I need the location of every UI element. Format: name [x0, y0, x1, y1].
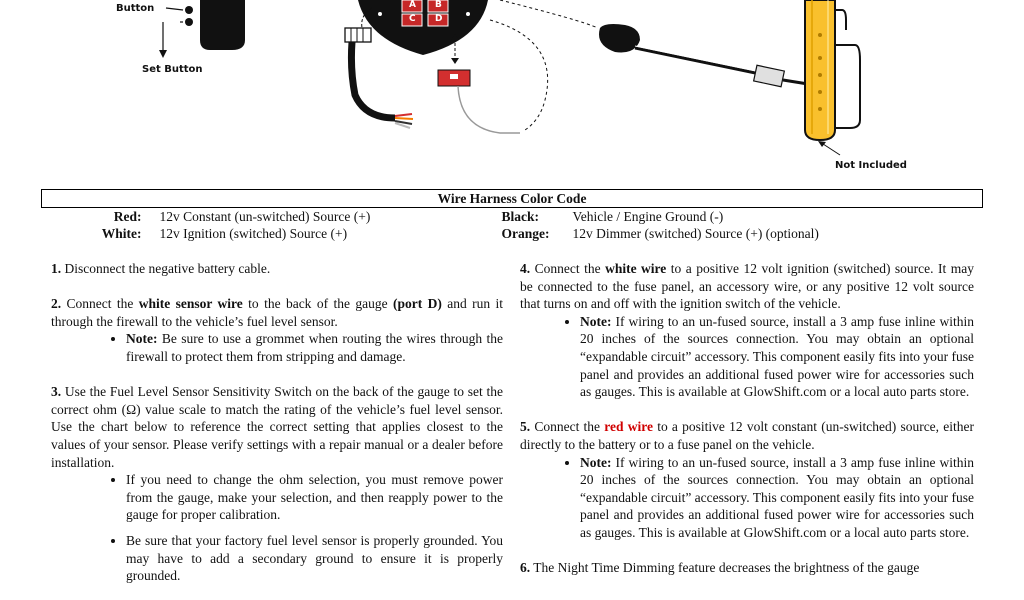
not-included-label: Not Included: [835, 160, 907, 171]
step-5: 5. Connect the red wire to a positive 12 volt constant (un-switched) source, either directly to the battery or to a fuse panel on the vehicle.: [520, 419, 974, 452]
step-2-notes: [51, 330, 503, 365]
note-item: • Note: If wiring to an un-fused source, install a 3 amp fuse inline within 20 inches of the sources connection. You may obtain an optional “expandable circuit” accessory. This component easily fits into your fuse panel and provides an additional fused power wire for accessories such as gauges. This is available at GlowShift.com or a local auto parts store.: [580, 454, 974, 542]
harness-key: Red:: [113, 209, 142, 224]
harness-key: White:: [101, 226, 142, 241]
port-d-label: D: [435, 14, 443, 24]
wire-harness-table: [41, 189, 983, 242]
step-5-notes: [520, 454, 974, 542]
harness-value: Vehicle / Engine Ground (-): [572, 209, 724, 224]
port-b-label: B: [435, 0, 442, 10]
harness-value: 12v Ignition (switched) Source (+): [159, 226, 348, 241]
bullet-item: • Be sure that your factory fuel level sensor is properly grounded. You may have to add a secondary ground to ensure it is properly grounded.: [126, 532, 503, 585]
step-3-bullets: [51, 471, 503, 585]
harness-row: [42, 225, 983, 242]
step-4-notes: [520, 313, 974, 401]
step-6: 6. The Night Time Dimming feature decreases the brightness of the gauge: [520, 560, 920, 576]
port-c-label: C: [409, 14, 416, 24]
step-2: 2. Connect the white sensor wire to the back of the gauge (port D) and run it through the firewall to the vehicle’s fuel level sensor.: [51, 296, 503, 329]
bullet-item: • If you need to change the ohm selection, you must remove power from the gauge, make your selection, and then reapply power to the gauge for proper calibration.: [126, 471, 503, 524]
harness-value: 12v Constant (un-switched) Source (+): [159, 209, 371, 224]
step-3: 3. Use the Fuel Level Sensor Sensitivity Switch on the back of the gauge to set the correct ohm (Ω) value scale to match the rating of the vehicle’s fuel level sensor. Use the chart below to reference the correct setting that applies closest to the values of your sensor. Please verify settings with a repair manual or a dealer before installation.: [51, 384, 503, 470]
step-4: 4. Connect the white wire to a positive 12 volt ignition (switched) source. It may be connected to the fuse panel, an accessory wire, or any positive 12 volt source that turns on and off with the ignition switch of the vehicle.: [520, 261, 975, 312]
harness-value: 12v Dimmer (switched) Source (+) (optional): [572, 226, 819, 241]
harness-row: [42, 208, 983, 225]
wiring-diagram: [0, 0, 1024, 185]
port-a-label: A: [409, 0, 416, 10]
diagram-illustration: [0, 0, 1024, 185]
harness-title: Wire Harness Color Code: [42, 190, 983, 208]
note-item: • Note: Be sure to use a grommet when routing the wires through the firewall to protect them from stripping and damage.: [126, 330, 503, 365]
harness-key: Black:: [501, 209, 540, 224]
note-item: • Note: If wiring to an un-fused source, install a 3 amp fuse inline within 20 inches of the sources connection. You may obtain an optional “expandable circuit” accessory. This component easily fits into your fuse panel and provides an additional fused power wire for accessories such as gauges. This is available at GlowShift.com or a local auto parts store.: [580, 313, 974, 401]
set-button-label: Set Button: [142, 64, 203, 75]
left-column: [51, 260, 503, 593]
right-column: [520, 260, 974, 594]
button-label: Button: [116, 3, 155, 14]
harness-key: Orange:: [501, 226, 550, 241]
step-1: 1. Disconnect the negative battery cable.: [51, 261, 271, 276]
